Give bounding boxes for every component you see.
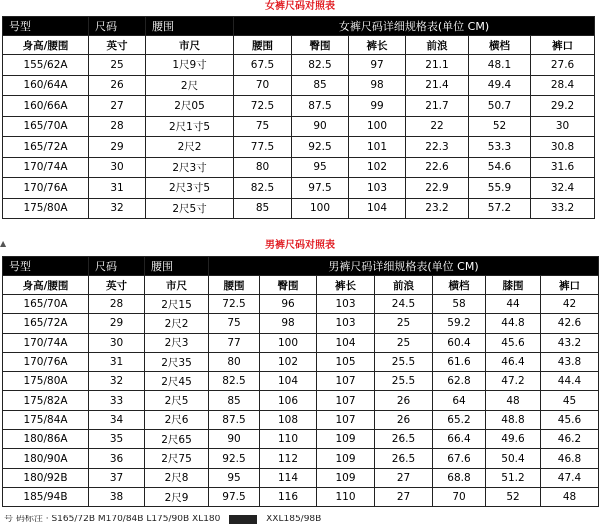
header-row-columns	[3, 36, 595, 55]
table-cell: 68.8	[433, 468, 486, 487]
table-cell: 23.2	[406, 198, 469, 219]
table-row	[3, 116, 595, 137]
table-cell: 98	[260, 314, 317, 333]
table-cell: 49.6	[486, 430, 541, 449]
column-header-cell: 身高/腰围	[3, 36, 89, 55]
table-cell: 185/94B	[3, 487, 89, 506]
table-cell: 32	[89, 372, 145, 391]
table-cell: 46.8	[541, 449, 599, 468]
table-cell: 100	[260, 333, 317, 352]
column-header-cell: 裤口	[531, 36, 595, 55]
column-header-cell: 英寸	[89, 36, 146, 55]
table-cell: 28	[89, 295, 145, 314]
table-cell: 25.5	[375, 372, 433, 391]
table-cell: 75	[209, 314, 260, 333]
table-cell: 37	[89, 468, 145, 487]
table-cell: 2尺05	[146, 96, 234, 117]
table-cell: 32.4	[531, 178, 595, 199]
group-header-cell: 腰围	[145, 257, 209, 276]
table-cell: 46.2	[541, 430, 599, 449]
table-cell: 165/72A	[3, 137, 89, 158]
table-cell: 2尺3寸5	[146, 178, 234, 199]
column-header-cell: 市尺	[145, 276, 209, 295]
table-cell: 106	[260, 391, 317, 410]
table-cell: 85	[209, 391, 260, 410]
table-cell: 43.2	[541, 333, 599, 352]
table-cell: 75	[234, 116, 292, 137]
table-cell: 100	[349, 116, 406, 137]
table-cell: 46.4	[486, 352, 541, 371]
table-cell: 107	[317, 391, 375, 410]
table-cell: 60.4	[433, 333, 486, 352]
table-cell: 30.8	[531, 137, 595, 158]
table-row	[3, 391, 599, 410]
column-header-cell: 市尺	[146, 36, 234, 55]
table-cell: 2尺1寸5	[146, 116, 234, 137]
table-cell: 43.8	[541, 352, 599, 371]
table-cell: 2尺2	[145, 314, 209, 333]
table-cell: 31	[89, 178, 146, 199]
table-cell: 95	[209, 468, 260, 487]
group-header-cell: 腰围	[146, 17, 234, 36]
table-cell: 44.4	[541, 372, 599, 391]
table-cell: 34	[89, 410, 145, 429]
table-cell: 59.2	[433, 314, 486, 333]
table-cell: 175/80A	[3, 372, 89, 391]
table-cell: 175/82A	[3, 391, 89, 410]
table-cell: 31.6	[531, 157, 595, 178]
table-cell: 2尺15	[145, 295, 209, 314]
table-cell: 180/90A	[3, 449, 89, 468]
column-header-cell: 腰围	[209, 276, 260, 295]
table-cell: 29	[89, 314, 145, 333]
table-cell: 103	[317, 295, 375, 314]
table-cell: 67.5	[234, 55, 292, 76]
size-code-footer	[0, 515, 600, 524]
table-cell: 2尺	[146, 75, 234, 96]
table-cell: 102	[349, 157, 406, 178]
table-cell: 25	[375, 333, 433, 352]
table-cell: 44	[486, 295, 541, 314]
table-cell: 26	[375, 391, 433, 410]
table-cell: 160/64A	[3, 75, 89, 96]
table-cell: 82.5	[234, 178, 292, 199]
table-cell: 2尺5	[145, 391, 209, 410]
table-cell: 90	[292, 116, 349, 137]
table-cell: 27	[375, 487, 433, 506]
group-header-cell: 尺码	[89, 17, 146, 36]
table-cell: 109	[317, 449, 375, 468]
table-cell: 30	[531, 116, 595, 137]
table-cell: 180/92B	[3, 468, 89, 487]
table-cell: 72.5	[234, 96, 292, 117]
group-header-cell: 号型	[3, 257, 89, 276]
table-cell: 42.6	[541, 314, 599, 333]
table-cell: 170/76A	[3, 352, 89, 371]
header-row-groups	[3, 257, 599, 276]
table-cell: 175/84A	[3, 410, 89, 429]
table-cell: 28	[89, 116, 146, 137]
table-row	[3, 178, 595, 199]
table-cell: 96	[260, 295, 317, 314]
column-header-cell: 裤长	[349, 36, 406, 55]
table-cell: 90	[209, 430, 260, 449]
table-cell: 2尺45	[145, 372, 209, 391]
table-row	[3, 430, 599, 449]
table-cell: 27	[375, 468, 433, 487]
table-row	[3, 137, 595, 158]
table-cell: 21.1	[406, 55, 469, 76]
table-cell: 27.6	[531, 55, 595, 76]
table-cell: 2尺35	[145, 352, 209, 371]
table-cell: 26.5	[375, 449, 433, 468]
table-cell: 32	[89, 198, 146, 219]
table-cell: 22.6	[406, 157, 469, 178]
table-cell: 58	[433, 295, 486, 314]
table-cell: 42	[541, 295, 599, 314]
table-cell: 105	[317, 352, 375, 371]
table-cell: 21.7	[406, 96, 469, 117]
table-row	[3, 75, 595, 96]
column-header-cell: 英寸	[89, 276, 145, 295]
group-header-cell: 尺码	[89, 257, 145, 276]
table-cell: 22	[406, 116, 469, 137]
table-cell: 50.4	[486, 449, 541, 468]
table-cell: 109	[317, 468, 375, 487]
table-cell: 2尺2	[146, 137, 234, 158]
table-cell: 47.2	[486, 372, 541, 391]
women-size-table	[2, 16, 595, 219]
table-cell: 100	[292, 198, 349, 219]
table-cell: 165/72A	[3, 314, 89, 333]
table-cell: 108	[260, 410, 317, 429]
table-cell: 66.4	[433, 430, 486, 449]
table-cell: 2尺3寸	[146, 157, 234, 178]
table-cell: 50.7	[469, 96, 531, 117]
header-row-groups	[3, 17, 595, 36]
expand-arrow-icon: ▲	[0, 239, 7, 248]
table-row	[3, 449, 599, 468]
table-cell: 98	[349, 75, 406, 96]
group-header-cell: 女裤尺码详细规格表(单位 CM)	[234, 17, 595, 36]
table-row	[3, 333, 599, 352]
table-cell: 21.4	[406, 75, 469, 96]
table-cell: 30	[89, 157, 146, 178]
table-cell: 1尺9寸	[146, 55, 234, 76]
table-row	[3, 352, 599, 371]
table-cell: 170/74A	[3, 333, 89, 352]
table-cell: 62.8	[433, 372, 486, 391]
table-cell: 77.5	[234, 137, 292, 158]
column-header-cell: 横档	[469, 36, 531, 55]
table-cell: 87.5	[209, 410, 260, 429]
table-cell: 45.6	[541, 410, 599, 429]
table-cell: 48.1	[469, 55, 531, 76]
table-cell: 97	[349, 55, 406, 76]
table-cell: 55.9	[469, 178, 531, 199]
table-cell: 51.2	[486, 468, 541, 487]
table-cell: 45.6	[486, 333, 541, 352]
table-cell: 85	[234, 198, 292, 219]
table-cell: 26	[375, 410, 433, 429]
header-row-columns	[3, 276, 599, 295]
table-cell: 97.5	[292, 178, 349, 199]
table-cell: 26	[89, 75, 146, 96]
column-header-cell: 裤口	[541, 276, 599, 295]
women-table-title: 女裤尺码对照表	[265, 1, 335, 12]
group-header-cell: 男裤尺码详细规格表(单位 CM)	[209, 257, 599, 276]
column-header-cell: 身高/腰围	[3, 276, 89, 295]
table-cell: 61.6	[433, 352, 486, 371]
table-cell: 104	[349, 198, 406, 219]
table-cell: 33	[89, 391, 145, 410]
table-cell: 29	[89, 137, 146, 158]
table-row	[3, 314, 599, 333]
table-cell: 107	[317, 372, 375, 391]
table-cell: 25.5	[375, 352, 433, 371]
table-cell: 77	[209, 333, 260, 352]
column-header-cell: 前浪	[406, 36, 469, 55]
table-cell: 31	[89, 352, 145, 371]
table-cell: 70	[234, 75, 292, 96]
table-cell: 47.4	[541, 468, 599, 487]
table-cell: 65.2	[433, 410, 486, 429]
table-cell: 109	[317, 430, 375, 449]
table-cell: 2尺5寸	[146, 198, 234, 219]
table-cell: 22.3	[406, 137, 469, 158]
table-cell: 107	[317, 410, 375, 429]
table-cell: 49.4	[469, 75, 531, 96]
table-cell: 110	[260, 430, 317, 449]
table-cell: 35	[89, 430, 145, 449]
table-row	[3, 295, 599, 314]
column-header-cell: 臀围	[292, 36, 349, 55]
table-cell: 53.3	[469, 137, 531, 158]
table-row	[3, 487, 599, 506]
table-row	[3, 198, 595, 219]
table-cell: 2尺8	[145, 468, 209, 487]
table-cell: 52	[486, 487, 541, 506]
table-cell: 114	[260, 468, 317, 487]
table-cell: 28.4	[531, 75, 595, 96]
table-cell: 57.2	[469, 198, 531, 219]
table-cell: 2尺9	[145, 487, 209, 506]
table-cell: 92.5	[292, 137, 349, 158]
column-header-cell: 臀围	[260, 276, 317, 295]
image-overlay-block	[229, 515, 257, 524]
table-cell: 82.5	[292, 55, 349, 76]
table-cell: 82.5	[209, 372, 260, 391]
table-cell: 45	[541, 391, 599, 410]
table-cell: 87.5	[292, 96, 349, 117]
table-row	[3, 372, 599, 391]
table-cell: 44.8	[486, 314, 541, 333]
group-header-cell: 号型	[3, 17, 89, 36]
table-row	[3, 96, 595, 117]
column-header-cell: 膝围	[486, 276, 541, 295]
column-header-cell: 裤长	[317, 276, 375, 295]
men-size-table	[2, 256, 599, 507]
table-cell: 52	[469, 116, 531, 137]
column-header-cell: 腰围	[234, 36, 292, 55]
table-cell: 30	[89, 333, 145, 352]
table-cell: 99	[349, 96, 406, 117]
column-header-cell: 横档	[433, 276, 486, 295]
table-cell: 116	[260, 487, 317, 506]
table-cell: 38	[89, 487, 145, 506]
table-cell: 80	[209, 352, 260, 371]
footer-right-text: XXL185/98B	[266, 515, 322, 524]
table-cell: 26.5	[375, 430, 433, 449]
table-cell: 110	[317, 487, 375, 506]
table-cell: 160/66A	[3, 96, 89, 117]
table-row	[3, 410, 599, 429]
table-cell: 54.6	[469, 157, 531, 178]
table-cell: 27	[89, 96, 146, 117]
table-cell: 80	[234, 157, 292, 178]
table-cell: 170/76A	[3, 178, 89, 199]
table-cell: 103	[317, 314, 375, 333]
table-cell: 175/80A	[3, 198, 89, 219]
table-cell: 112	[260, 449, 317, 468]
table-cell: 29.2	[531, 96, 595, 117]
table-cell: 170/74A	[3, 157, 89, 178]
table-cell: 33.2	[531, 198, 595, 219]
column-header-cell: 前浪	[375, 276, 433, 295]
table-cell: 155/62A	[3, 55, 89, 76]
table-cell: 67.6	[433, 449, 486, 468]
table-cell: 22.9	[406, 178, 469, 199]
table-cell: 2尺3	[145, 333, 209, 352]
table-cell: 48	[541, 487, 599, 506]
table-cell: 165/70A	[3, 295, 89, 314]
table-cell: 103	[349, 178, 406, 199]
table-cell: 2尺6	[145, 410, 209, 429]
table-row	[3, 157, 595, 178]
table-cell: 92.5	[209, 449, 260, 468]
table-cell: 2尺75	[145, 449, 209, 468]
table-row	[3, 468, 599, 487]
table-row	[3, 55, 595, 76]
table-cell: 48.8	[486, 410, 541, 429]
table-cell: 102	[260, 352, 317, 371]
table-cell: 2尺65	[145, 430, 209, 449]
table-cell: 104	[317, 333, 375, 352]
table-cell: 180/86A	[3, 430, 89, 449]
table-cell: 70	[433, 487, 486, 506]
table-cell: 64	[433, 391, 486, 410]
table-cell: 104	[260, 372, 317, 391]
table-cell: 101	[349, 137, 406, 158]
footer-left-text: 号 码标注 · S165/72B M170/84B L175/90B XL180	[4, 515, 221, 524]
table-cell: 25	[375, 314, 433, 333]
table-cell: 85	[292, 75, 349, 96]
table-cell: 97.5	[209, 487, 260, 506]
table-cell: 72.5	[209, 295, 260, 314]
table-cell: 95	[292, 157, 349, 178]
table-cell: 165/70A	[3, 116, 89, 137]
table-cell: 24.5	[375, 295, 433, 314]
men-table-title: 男裤尺码对照表	[265, 240, 335, 251]
table-cell: 36	[89, 449, 145, 468]
table-cell: 48	[486, 391, 541, 410]
table-cell: 25	[89, 55, 146, 76]
